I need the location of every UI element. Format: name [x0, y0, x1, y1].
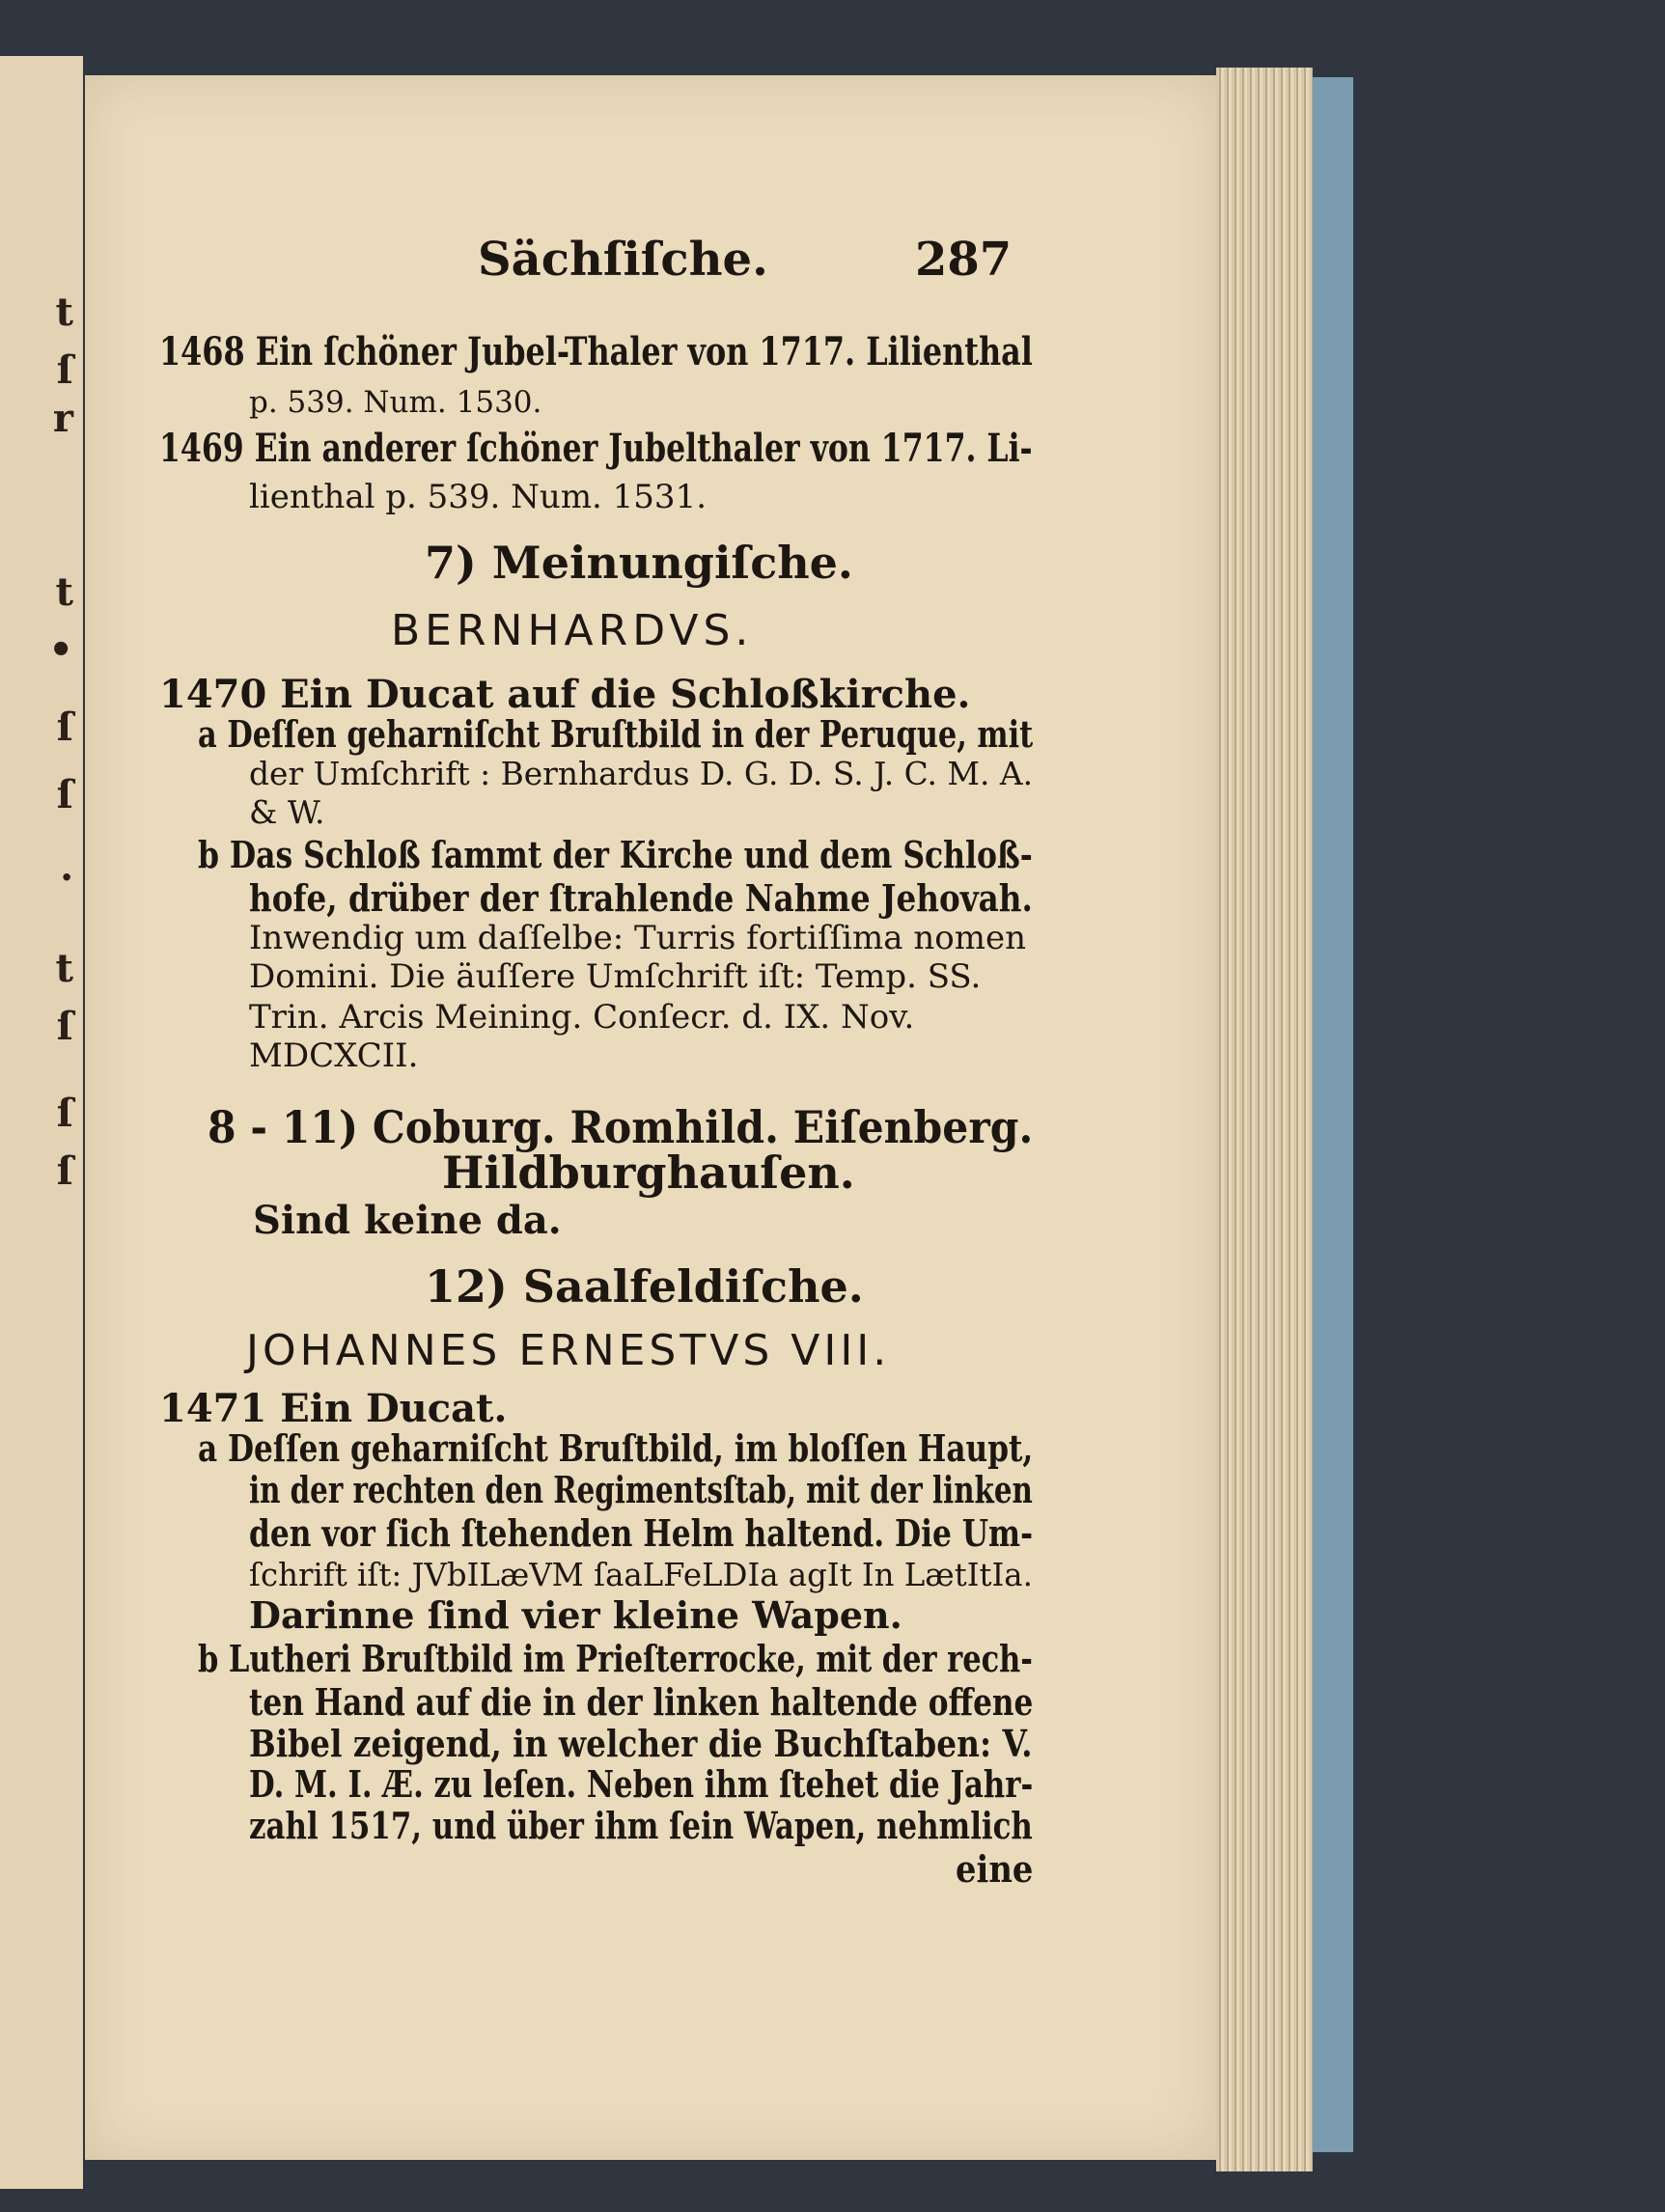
text-line: der Umſchrift : Bernhardus D. G. D. S. J. C. M. A. — [249, 755, 1034, 792]
text-line: zahl 1517, und über ihm ſein Wapen, nehmlich — [249, 1804, 1033, 1847]
left-page-fragment: t — [55, 290, 73, 335]
text-line: 12) Saalfeldiſche. — [425, 1260, 864, 1313]
text-line: 1471 Ein Ducat. — [159, 1386, 508, 1431]
left-page-fragment: ſ — [56, 1091, 73, 1136]
left-page-fragment: t — [55, 569, 73, 615]
left-page-fragment: ſ — [56, 1148, 73, 1194]
text-line: Inwendig um daſſelbe: Turris fortiſſima nomen — [249, 919, 1026, 957]
text-line: b Lutheri Bruſtbild im Prieſterrocke, mit der rech- — [198, 1637, 1033, 1680]
text-line: 1470 Ein Ducat auf die Schloßkirche. — [159, 672, 971, 717]
text-line: ſchrift iſt: JVbILæVM ſaaLFeLDIa agIt In LætItIa. — [249, 1556, 1033, 1593]
text-line: & W. — [249, 793, 325, 831]
left-page-fragment: ſ — [56, 347, 73, 393]
text-line: lienthal p. 539. Num. 1531. — [249, 478, 708, 516]
text-line: p. 539. Num. 1530. — [249, 385, 542, 420]
left-page-fragment: . — [60, 844, 73, 890]
text-line: ten Hand auf die in der linken haltende offene — [249, 1680, 1034, 1724]
left-page-fragment: t — [55, 946, 73, 991]
left-page-fragment: ſ — [56, 772, 73, 817]
left-page-fragment: ſ — [56, 1004, 73, 1049]
text-line: Hildburghauſen. — [442, 1147, 855, 1199]
left-page-fragment: r — [52, 396, 73, 441]
text-line: 8 - 11) Coburg. Romhild. Eiſenberg. — [208, 1101, 1034, 1153]
page-number: 287 — [915, 233, 1013, 287]
text-line: Domini. Die äuſſere Umſchrift iſt: Temp. SS. — [249, 957, 982, 996]
left-page-fragment: ſ — [56, 705, 73, 750]
text-line: 1469 Ein anderer ſchöner Jubelthaler von 1717. Li- — [159, 426, 1033, 471]
text-line: Darinne ſind vier kleine Wapen. — [249, 1593, 902, 1637]
text-line: in der rechten den Regimentsſtab, mit der linken — [249, 1468, 1033, 1511]
text-line: MDCXCII. — [249, 1037, 419, 1075]
left-page-fragment: • — [48, 627, 73, 673]
text-line: Trin. Arcis Meining. Conſecr. d. IX. Nov. — [249, 998, 915, 1037]
text-line: JOHANNES ERNESTVS VIII. — [246, 1326, 891, 1375]
text-line: Sind keine da. — [253, 1198, 562, 1243]
text-line: D. M. I. Æ. zu leſen. Neben ihm ſtehet die Jahr- — [249, 1762, 1034, 1806]
text-line: a Deſſen geharniſcht Bruſtbild in der Peruque, mit — [198, 712, 1034, 756]
text-line: a Deſſen geharniſcht Bruſtbild, im bloſſen Haupt, — [198, 1426, 1034, 1470]
text-line: 1468 Ein ſchöner Jubel-Thaler von 1717. Lilienthal — [159, 329, 1033, 374]
text-line: Bibel zeigend, in welcher die Buchſtaben: V. — [249, 1722, 1033, 1765]
text-line: hofe, drüber der ſtrahlende Nahme Jehovah. — [249, 876, 1033, 920]
text-line: b Das Schloß ſammt der Kirche und dem Schloß- — [198, 833, 1033, 876]
text-line: den vor ſich ſtehenden Helm haltend. Die Um- — [249, 1511, 1034, 1555]
text-line: BERNHARDVS. — [391, 606, 754, 655]
text-line: eine — [956, 1847, 1034, 1891]
text-line: 7) Meinungiſche. — [425, 537, 853, 589]
running-head-title: Sächſiſche. — [478, 233, 768, 287]
previous-page-edge — [0, 56, 83, 2189]
page-edges — [1216, 68, 1313, 2171]
book-cover-edge — [1313, 77, 1353, 2152]
